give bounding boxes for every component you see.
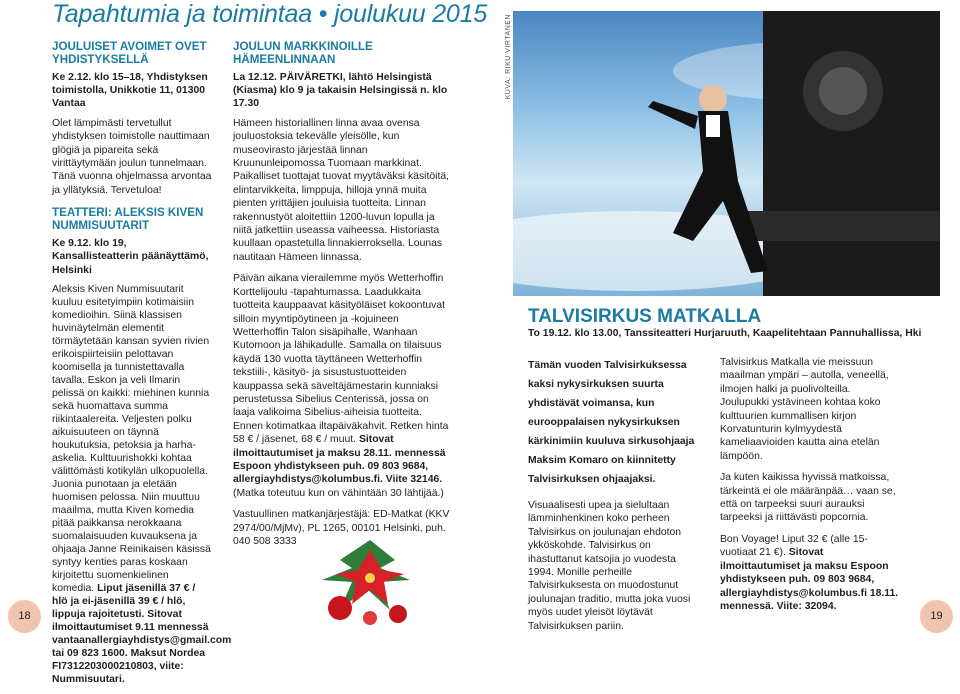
circus-photo	[513, 11, 940, 296]
circus-body-4	[720, 533, 902, 613]
page-number-left: 18	[8, 600, 41, 633]
theatre-signup: Liput jäsenillä 37 € / hlö ja ei-jäsenillä 39 € / hlö, lippuja rajoitetusti. Sitovat ilmoittautumiset 9.11 mennessä vantaanallergiayhdistys@gmail.com tai 09 823 1600. Maksut Nordea FI7312203000210803, viite: Nummisuutari.	[52, 583, 232, 686]
photo-credit: KUVA: RIKU VIRTANEN	[505, 14, 512, 100]
market-signup: Sitovat ilmoittautumiset ja maksu 28.11. mennessä Espoon yhdistykseen puh. 09 803 9684, allergiayhdistys@kolumbus.fi. Viite 32146.	[233, 434, 446, 486]
circus-column-1	[528, 356, 700, 641]
circus-lead: Tämän vuoden Talvisirkuksessa kaksi nykysirkuksen suurta yhdistävät voimansa, kun eurooppalaisen nykysirkuksen kärkinimiin kuuluva sirkusohjaaja Maksim Komaro on kiinnitetty Talvisirkuksen ohjaajaksi.	[528, 360, 695, 485]
column-left	[52, 40, 232, 694]
circus-body-3: Ja kuten kaikissa hyvissä matkoissa, tärkeintä ei ole määränpää… vaan se, että on tarpeeksi suuri aurauksi tarpeeksi ja riittävästi popcornia.	[720, 472, 896, 524]
market-minimum: (Matka toteutuu kun on vähintään 30 lähtijää.)	[233, 487, 444, 499]
event-body-theatre	[52, 283, 232, 686]
circus-heading: TALVISIRKUS MATKALLA	[528, 306, 762, 327]
circus-body-1: Visuaalisesti upea ja sielultaan lämminhenkinen koko perheen Talvisirkus on joulunajan ehdoton ykköskohde. Talvisirkus on ihastuttanut katsojia jo vuodesta 1994. Monille perheille Talvisirkuksesta on muodostunut joulunajan traditio, mutta joka vuosi myös uudet yleisöt löytävät Talvisirkuksen pariin.	[528, 500, 691, 632]
christmas-ornament-decoration	[300, 520, 440, 630]
travel-organizer: Vastuullinen matkanjärjestäjä: ED-Matkat (KKV 2974/00/MjMv), PL 1265, 00101 Helsinki, puh. 040 508 3333	[233, 509, 450, 547]
event-info-market: La 12.12. PÄIVÄRETKI, lähtö Helsingistä (Kiasma) klo 9 ja takaisin Helsingissä n. klo 17.30	[233, 71, 448, 110]
event-body-open-doors: Olet lämpimästi tervetullut yhdistyksen toimistolle nauttimaan glögiä ja pipareita sekä virittäytymään joulun tunnelmaan. Tänä vuonna ohjelmassa arvontaa ja yllätyksiä. Tervetuloa!	[52, 117, 212, 196]
theatre-description: Aleksis Kiven Nummisuutarit kuuluu esitetyimpiin kotimaisiin komedioihin. Siinä klassisen huvinäytelmän elementit törmäytetään kansan syvien rivien erikoispiirteisiin pelottavan koomisella ja tunnistettavalla tavalla. Eskon ja veli Ilmarin pelissä on kaikki: miehinen kunnia sekä huomattava summa riikintaalereita. Veljesten polku aikuisuuteen on täynnä houkutuksia, petoksia ja harha-askelia. Kulttuurishokki kohtaa välittömästi kotikylän ulkopuolella. Juonia punotaan ja eletään huomisen pelossa. Niin muuttuu maailma, mutta Kiven komedia pitää paikkansa nerokkaana suomalaisuuden kuvauksena ja ohjaaja Janne Reinikaisen käsissä syntyy kenties paras koskaan kirjoitettu suomenkielinen komedia.	[52, 284, 211, 595]
event-heading-market: JOULUN MARKKINOILLE HÄMEENLINNAAN	[233, 40, 373, 66]
event-heading-theatre: TEATTERI: ALEKSIS KIVEN NUMMISUUTARIT	[52, 206, 204, 233]
circus-info: To 19.12. klo 13.00, Tanssiteatteri Hurjaruuth, Kaapelitehtaan Pannuhallissa, Hki	[528, 328, 922, 339]
event-heading-open-doors: JOULUISET AVOIMET OVET YHDISTYKSELLÄ	[52, 40, 207, 66]
circus-performer-image	[513, 11, 940, 296]
circus-tickets: Bon Voyage! Liput 32 € (alle 15-vuotiaat 21 €).	[720, 533, 868, 559]
circus-body-2: Talvisirkus Matkalla vie meissuun maailman ympäri – autolla, veneellä, ilmojen halki ja puolivolteilla. Joulupukki ystävineen kohtaa koko kulttuurien kummallisen kirjon Korvatunturin kylmyydestä kameliaavioiden kautta aina etelän lämpöön.	[720, 357, 889, 462]
event-info-theatre: Ke 9.12. klo 19, Kansallisteatterin päänäyttämö, Helsinki	[52, 237, 209, 276]
event-info-open-doors: Ke 2.12. klo 15–18, Yhdistyksen toimistolla, Unikkotie 11, 01300 Vantaa	[52, 71, 208, 110]
event-body-market-2	[233, 272, 451, 500]
circus-column-2	[720, 356, 902, 621]
column-middle	[233, 41, 451, 556]
page-number-right: 19	[920, 600, 953, 633]
event-body-market: Hämeen historiallinen linna avaa ovensa jouluostoksia tekevälle yleisölle, kun museovirasto järjestää linnan Kruununleipomossa Tuomaan markkinat. Paikalliset tuottajat tuovat myytäväksi käsitöitä, elintarvikkeita, limppuja, hilloja ynnä muita pienten yrittäjien jouluisia tuotteita. Linnan rakennustyöt aloitettiin 1200-luvun lopulla ja niitä jatkettiin useassa vaiheessa. Historiasta kuullaan opastetulla linnakierroksella. Lounas nautitaan Hämeen linnassa.	[233, 117, 449, 263]
market-description: Päivän aikana vierailemme myös Wetterhoffin Korttelijoulu -tapahtumassa. Laadukkaita tuotteita kauppaavat käsityöläiset kokoontuvat silloin myyntipöytineen ja -kojuineen Wetterhoffin Talon sisäpihalle, Wanhaan Kutomoon ja lähikadulle. Samalla on tilaisuus käydä 130 vuotta täyttäneen Wetterhoffin tekstiili-, käsityö- ja sisustustuotteiden kauppassa sekä säveltäjämestarin kunniaksi perustetussa Sibelius Centerissä, jossa on laaja valikoima Sibelius-aiheisia tuotteita. Ennen kotimatkaa iltapäiväkahvit. Retken hinta 58 € / jäsenet, 68 € / muut.	[233, 273, 449, 446]
circus-signup: Sitovat ilmoittautumiset ja maksu Espoon yhdistykseen puh. 09 803 9684, allergiayhdistys@kolumbus.fi 18.11. mennessä. Viite: 32094.	[720, 547, 899, 612]
page-title: Tapahtumia ja toimintaa • joulukuu 2015	[52, 0, 488, 28]
